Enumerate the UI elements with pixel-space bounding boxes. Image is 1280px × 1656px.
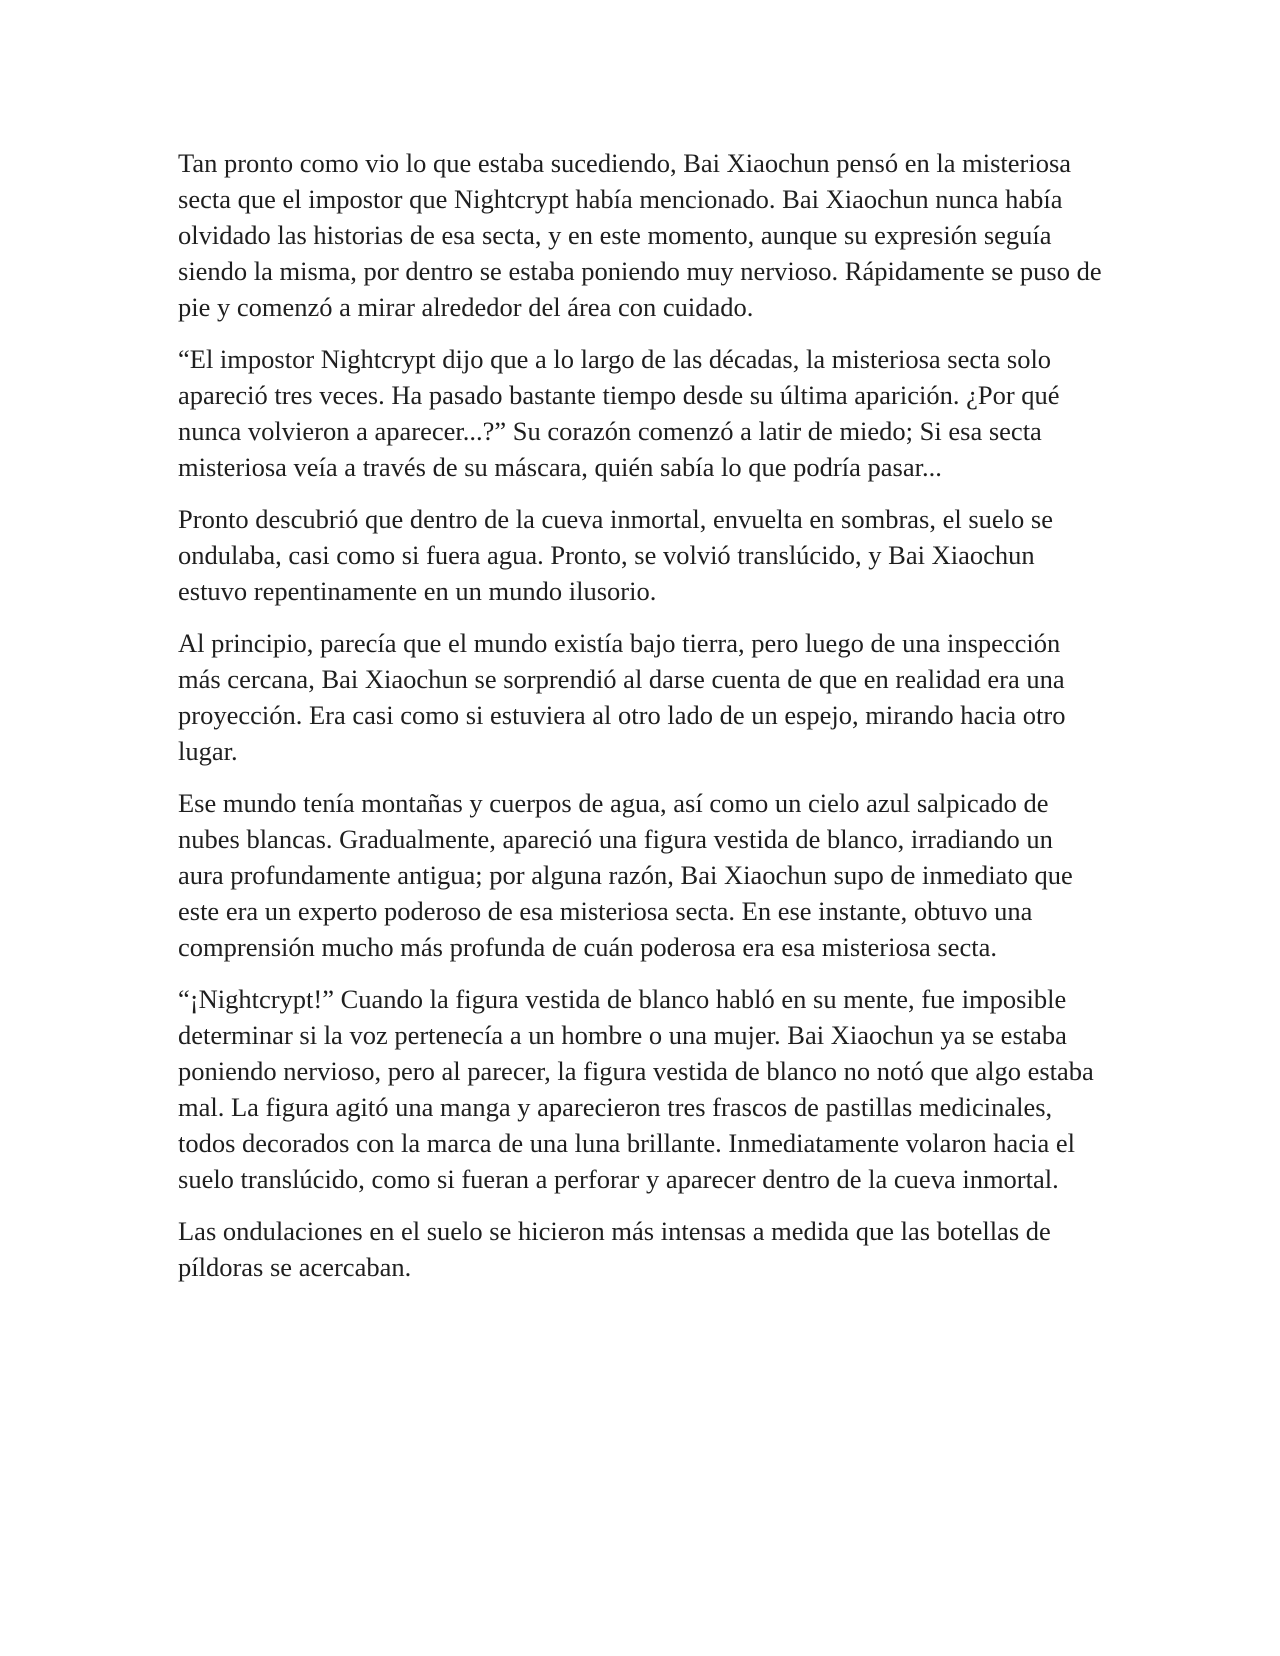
paragraph-3: Pronto descubrió que dentro de la cueva inmortal, envuelta en sombras, el suelo se ondulaba, casi como si fuera agua. Pronto, se volvió translúcido, y Bai Xiaochun estuvo repentinamente en un mundo ilusorio. bbox=[178, 504, 1053, 606]
paragraph-1: Tan pronto como vio lo que estaba sucediendo, Bai Xiaochun pensó en la misteriosa secta que el impostor que Nightcrypt había mencionado. Bai Xiaochun nunca había olvidado las historias de esa secta, y en este momento, aunque su expresión seguía siendo la misma, por dentro se estaba poniendo muy nervioso. Rápidamente se puso de pie y comenzó a mirar alrededor del área con cuidado. bbox=[178, 148, 1102, 322]
paragraph-4: Al principio, parecía que el mundo existía bajo tierra, pero luego de una inspección más cercana, Bai Xiaochun se sorprendió al darse cuenta de que en realidad era una proyección. Era casi como si estuviera al otro lado de un espejo, mirando hacia otro lugar. bbox=[178, 628, 1066, 766]
document-body bbox=[178, 145, 1103, 1301]
paragraph-2: “El impostor Nightcrypt dijo que a lo largo de las décadas, la misteriosa secta solo apareció tres veces. Ha pasado bastante tiempo desde su última aparición. ¿Por qué nunca volvieron a aparecer...?” Su corazón comenzó a latir de miedo; Si esa secta misteriosa veía a través de su máscara, quién sabía lo que podría pasar... bbox=[178, 344, 1060, 482]
paragraph-5: Ese mundo tenía montañas y cuerpos de agua, así como un cielo azul salpicado de nubes blancas. Gradualmente, apareció una figura vestida de blanco, irradiando un aura profundamente antigua; por alguna razón, Bai Xiaochun supo de inmediato que este era un experto poderoso de esa misteriosa secta. En ese instante, obtuvo una comprensión mucho más profunda de cuán poderosa era esa misteriosa secta. bbox=[178, 788, 1073, 962]
paragraph-6: “¡Nightcrypt!” Cuando la figura vestida de blanco habló en su mente, fue imposible determinar si la voz pertenecía a un hombre o una mujer. Bai Xiaochun ya se estaba poniendo nervioso, pero al parecer, la figura vestida de blanco no notó que algo estaba mal. La figura agitó una manga y aparecieron tres frascos de pastillas medicinales, todos decorados con la marca de una luna brillante. Inmediatamente volaron hacia el suelo translúcido, como si fueran a perforar y aparecer dentro de la cueva inmortal. bbox=[178, 984, 1094, 1194]
paragraph-7: Las ondulaciones en el suelo se hicieron más intensas a medida que las botellas de píldoras se acercaban. bbox=[178, 1216, 1051, 1282]
